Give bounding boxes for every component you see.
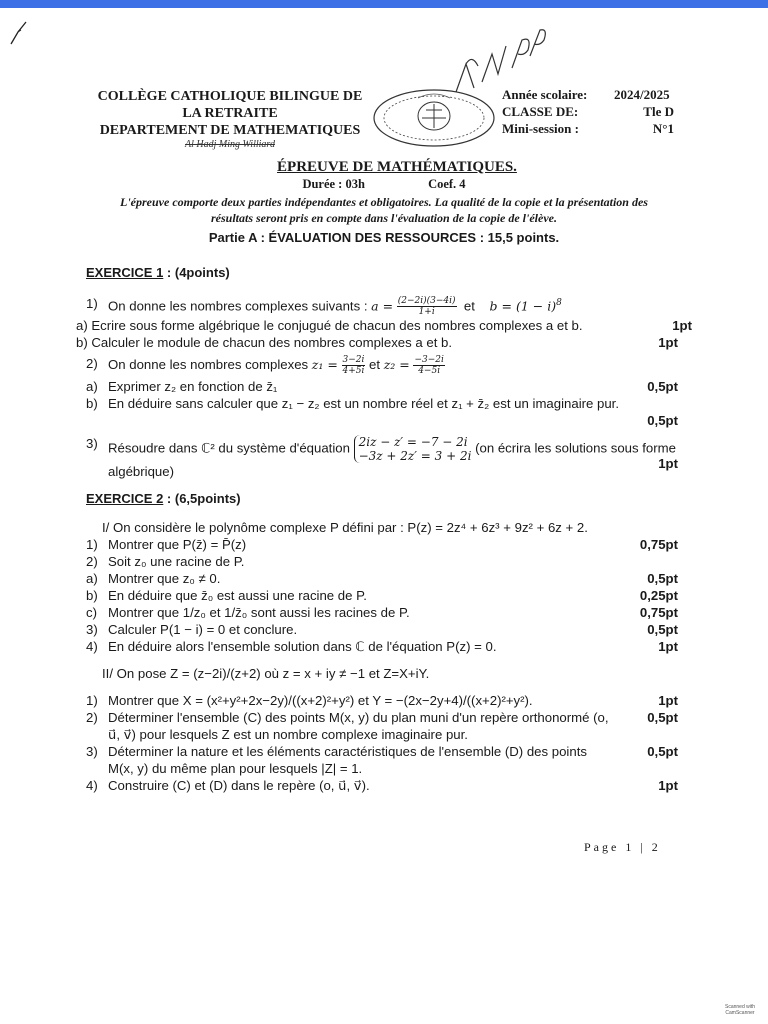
question-number: 2) bbox=[86, 710, 98, 725]
question-points: 0,5pt bbox=[647, 622, 678, 637]
ex1-question-2a: a) Exprimer z₂ en fonction de z̄₁ 0,5pt bbox=[86, 379, 678, 395]
exam-meta-header bbox=[502, 86, 702, 137]
exercise-2-title: EXERCICE 2 : (6,5points) bbox=[86, 491, 241, 506]
exercise-1-title: EXERCICE 1 : (4points) bbox=[86, 265, 230, 280]
question-item bbox=[86, 604, 686, 621]
points-3: 1pt bbox=[658, 456, 678, 472]
question-item bbox=[86, 777, 686, 794]
question-points: 1pt bbox=[658, 693, 678, 708]
question-points: 0,75pt bbox=[639, 537, 678, 552]
question-number: a) bbox=[86, 571, 98, 586]
question-item bbox=[86, 709, 686, 743]
question-number: 2) bbox=[86, 554, 98, 569]
class-value: Tle D bbox=[643, 104, 674, 119]
class-label: CLASSE DE: bbox=[502, 104, 579, 119]
question-points: 1pt bbox=[658, 639, 678, 654]
session-label: Mini-session : bbox=[502, 121, 579, 136]
session-value: N°1 bbox=[652, 121, 674, 136]
ex2-part1-intro: I/ On considère le polynôme complexe P défini par : P(z) = 2z⁴ + 6z³ + 9z² + 6z + 2. bbox=[102, 520, 588, 535]
question-points: 1pt bbox=[658, 778, 678, 793]
question-text: Soit z₀ une racine de P. bbox=[108, 554, 245, 569]
question-text: Montrer que X = (x²+y²+2x−2y)/((x+2)²+y²) et Y = −(2x−2y+4)/((x+2)²+y²). bbox=[108, 693, 533, 708]
ex1-question-1b: b) Calculer le module de chacun des nombres complexes a et b. 1pt bbox=[76, 335, 678, 351]
question-number: 3) bbox=[86, 744, 98, 759]
question-number: 1) bbox=[86, 693, 98, 708]
question-item bbox=[86, 553, 686, 570]
school-name-line2: LA RETRAITE bbox=[182, 106, 278, 121]
ex1-question-2b: b) En déduire sans calculer que z₁ − z₂ est un nombre réel et z₁ + z̄₂ est un imaginaire pur. 0,5pt bbox=[86, 396, 678, 429]
pen-mark bbox=[8, 18, 32, 46]
ex2-part2-intro: II/ On pose Z = (z−2i)/(z+2) où z = x + iy ≠ −1 et Z=X+iY. bbox=[102, 666, 430, 681]
school-seal-logo bbox=[372, 88, 496, 148]
equation-system: 2iz − z′ = −7 − 2i −3z + 2z′ = 3 + 2i bbox=[354, 435, 472, 463]
camscanner-watermark: Scanned with CamScanner bbox=[724, 1004, 756, 1016]
points-1b: 1pt bbox=[658, 335, 678, 351]
fraction-z1: $\frac{3-2i}{4+5i}$ bbox=[342, 355, 365, 377]
question-number: 4) bbox=[86, 778, 98, 793]
exam-duration-coef bbox=[0, 177, 768, 192]
duration: Durée : 03h bbox=[302, 177, 365, 191]
question-text: Montrer que 1/z₀ et 1/z̄₀ sont aussi les racines de P. bbox=[108, 605, 410, 620]
exam-instructions: L'épreuve comporte deux parties indépendantes et obligatoires. La qualité de la copie et la présentation des résultats seront pris en compte dans l'évaluation de la copie de l'élève. bbox=[120, 195, 648, 225]
school-name-line1: COLLÈGE CATHOLIQUE BILINGUE DE bbox=[97, 89, 363, 104]
question-text: Déterminer la nature et les éléments caractéristiques de l'ensemble (D) des points M(x, y) du même plan pour lesquels |Z| = 1. bbox=[108, 744, 587, 776]
points-2b: 0,5pt bbox=[647, 413, 678, 429]
question-number: b) bbox=[86, 588, 98, 603]
ex2-part1-list bbox=[86, 536, 686, 655]
part-a-heading: Partie A : ÉVALUATION DES RESSOURCES : 15,5 points. bbox=[208, 230, 560, 245]
question-number: 1) bbox=[86, 537, 98, 552]
question-text: Montrer que z₀ ≠ 0. bbox=[108, 571, 221, 586]
question-number: c) bbox=[86, 605, 97, 620]
exercise-2 bbox=[86, 490, 686, 794]
ex1-question-3: 3) Résoudre dans ℂ² du système d'équation 2iz − z′ = −7 − 2i −3z + 2z′ = 3 + 2i (on écrira les solutions sous forme algébrique) 1pt bbox=[86, 435, 678, 480]
question-points: 0,5pt bbox=[647, 710, 678, 725]
department-name: DEPARTEMENT DE MATHEMATIQUES bbox=[99, 123, 361, 138]
question-text: En déduire alors l'ensemble solution dans ℂ de l'équation P(z) = 0. bbox=[108, 639, 497, 654]
question-number: 3) bbox=[86, 622, 98, 637]
question-text: Montrer que P(z̄) = P̄(z) bbox=[108, 537, 247, 552]
question-points: 0,25pt bbox=[639, 588, 678, 603]
question-text: En déduire que z̄₀ est aussi une racine de P. bbox=[108, 588, 367, 603]
ex1-question-1a: a) Ecrire sous forme algébrique le conjugué de chacun des nombres complexes a et b. 1pt bbox=[76, 318, 692, 334]
ex1-question-1: 1) On donne les nombres complexes suivants : a = $\frac{(2-2i)(3-4i)}{1+i}$ et $b = (1 - i)^8$ bbox=[86, 296, 562, 318]
question-number: 4) bbox=[86, 639, 98, 654]
points-1a: 1pt bbox=[672, 318, 692, 334]
question-item bbox=[86, 536, 686, 553]
question-item bbox=[86, 692, 686, 709]
handwritten-signature: Al Hadj Ming Williard bbox=[185, 139, 275, 150]
fraction-a: $\frac{(2-2i)(3-4i)}{1+i}$ bbox=[397, 296, 456, 318]
question-text: Déterminer l'ensemble (C) des points M(x, y) du plan muni d'un repère orthonormé (o, u⃗, v⃗) pour lesquels Z est un nombre complexe imaginaire pur. bbox=[108, 710, 609, 742]
school-header bbox=[80, 88, 380, 150]
question-text: Calculer P(1 − i) = 0 et conclure. bbox=[108, 622, 298, 637]
question-item bbox=[86, 638, 686, 655]
blue-edge-strip bbox=[0, 0, 768, 8]
fraction-z2: $\frac{-3-2i}{4-5i}$ bbox=[414, 355, 444, 377]
question-points: 0,5pt bbox=[647, 571, 678, 586]
page-number: Page 1 | 2 bbox=[584, 840, 661, 854]
question-item bbox=[86, 587, 686, 604]
exercise-1 bbox=[76, 264, 692, 480]
question-text: Construire (C) et (D) dans le repère (o, u⃗, v⃗). bbox=[108, 778, 370, 793]
title-block bbox=[0, 158, 768, 226]
ex1-question-2: 2) On donne les nombres complexes z₁ = $\frac{3-2i}{4+5i}$ et z₂ = $\frac{-3-2i}{4-5i}$ bbox=[86, 355, 444, 377]
coefficient: Coef. 4 bbox=[428, 177, 466, 191]
question-item bbox=[86, 621, 686, 638]
question-item bbox=[86, 743, 686, 777]
exam-title: ÉPREUVE DE MATHÉMATIQUES. bbox=[277, 159, 517, 175]
school-year-value: 2024/2025 bbox=[614, 87, 670, 102]
points-2a: 0,5pt bbox=[647, 379, 678, 395]
school-year-label: Année scolaire: bbox=[502, 87, 588, 102]
question-points: 0,5pt bbox=[647, 744, 678, 759]
question-item bbox=[86, 570, 686, 587]
ex2-part2-list bbox=[86, 692, 686, 794]
question-points: 0,75pt bbox=[639, 605, 678, 620]
